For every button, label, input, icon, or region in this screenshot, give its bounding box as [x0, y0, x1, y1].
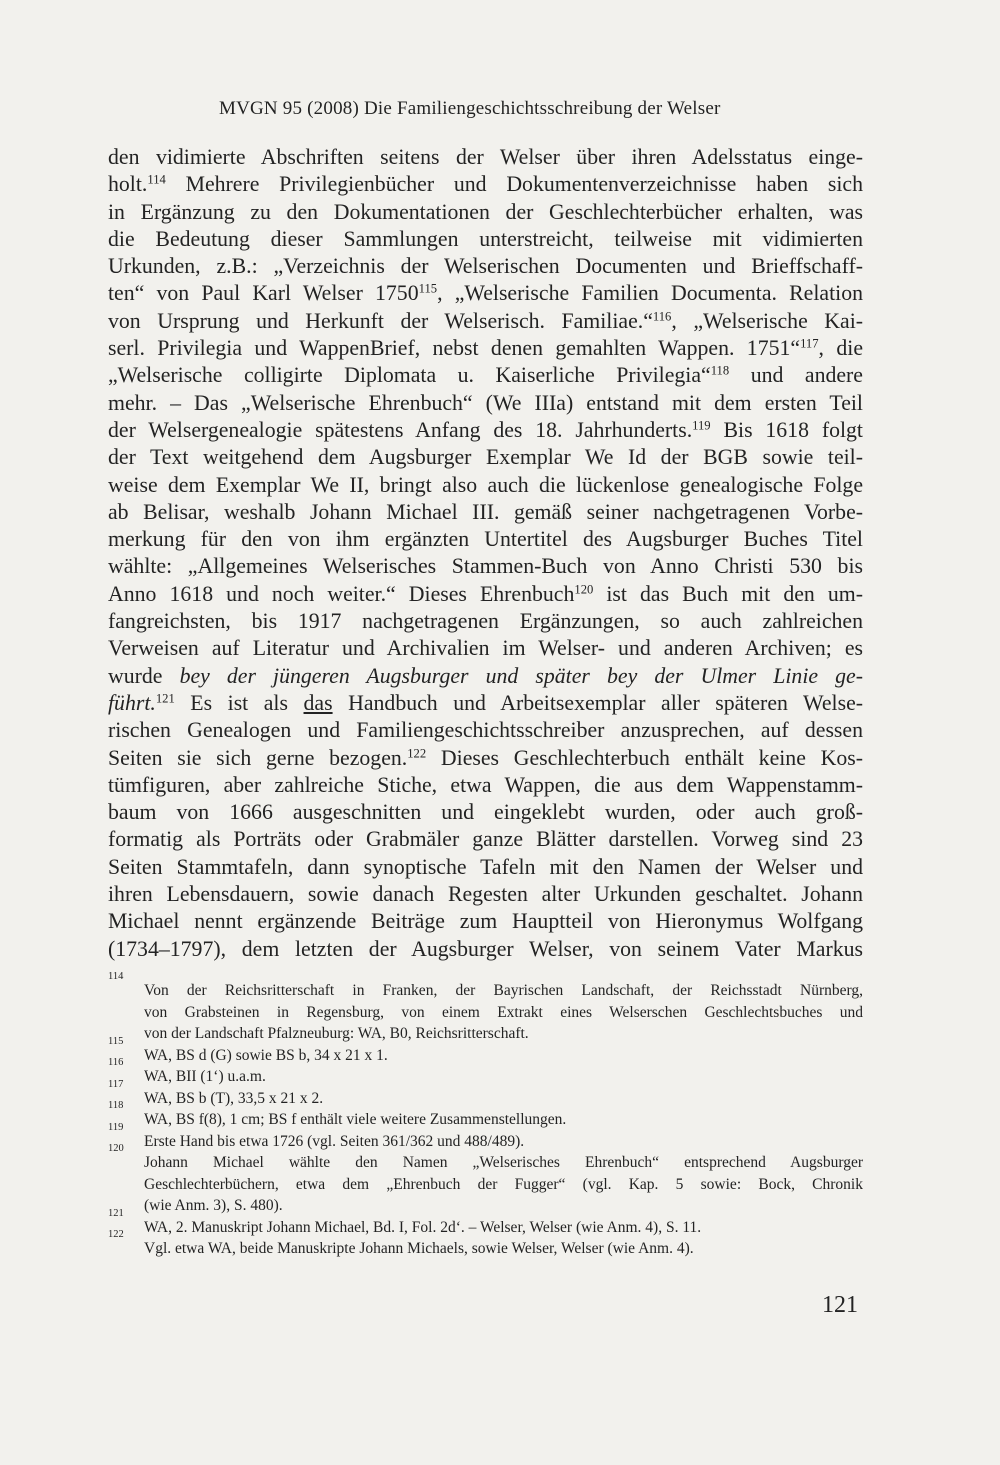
page-number: 121 [822, 1292, 858, 1318]
text-segment: in Ergänzung zu den Dokumentationen der Geschlechterbücher erhalten, was [108, 199, 863, 224]
text-segment: ihren Lebensdauern, sowie danach Regesten alter Urkunden geschaltet. Johann [108, 882, 863, 907]
text-segment: Es ist als [174, 690, 304, 715]
text-segment: ten“ von Paul Karl Welser 1750 [108, 281, 419, 306]
body-line [108, 581, 863, 608]
body-line [108, 553, 863, 580]
body-line [108, 171, 863, 198]
body-line [108, 417, 863, 444]
italic-text: bey der jüngeren Augsburger und später bey der Ulmer Linie ge- [179, 663, 863, 688]
italic-text: führt. [108, 690, 156, 715]
text-segment: Handbuch und Arbeitsexemplar aller späteren Welse- [332, 690, 863, 715]
text-segment: Urkunden, z.B.: „Verzeichnis der Welserischen Documenten und Brieffschaff- [108, 254, 863, 279]
footnote-text [144, 1238, 863, 1260]
footnote-text [144, 1152, 863, 1217]
body-line [108, 499, 863, 526]
body-line [108, 690, 863, 717]
text-segment: Seiten sie sich gerne bezogen. [108, 745, 408, 770]
text-segment: von Ursprung und Herkunft der Welserisch. Familiae.“ [108, 308, 653, 333]
text-segment: wählte: „Allgemeines Welserisches Stammen-Buch von Anno Christi 530 bis [108, 554, 863, 579]
body-line [108, 526, 863, 553]
text-segment: den vidimierte Abschriften seitens der Welser über ihren Adelsstatus einge- [108, 145, 863, 169]
footnote-text [144, 1066, 863, 1088]
text-segment: (1734–1797), dem letzten der Augsburger Welser, von seinem Vater Markus [108, 936, 863, 961]
footnote-reference: 120 [574, 582, 594, 597]
footnote-line: Von der Reichsritterschaft in Franken, der Bayrischen Landschaft, der Reichsstadt Nürnberg, [144, 982, 863, 999]
footnote: 118 WA, BS f(8), 1 cm; BS f enthält viele weitere Zusammenstellungen. [108, 1109, 863, 1131]
body-line [108, 199, 863, 226]
footnote-reference: 119 [692, 418, 711, 433]
footnote-line: WA, BII (1‘) u.a.m. [144, 1068, 266, 1085]
footnote-text [144, 980, 863, 1045]
footnote-line: von Grabsteinen in Regensburg, von einem Extrakt eines Welserschen Geschlechtsbuches und [144, 1003, 863, 1021]
body-line [108, 608, 863, 635]
body-line [108, 717, 863, 744]
footnote-text [144, 1217, 863, 1239]
body-line [108, 308, 863, 335]
footnote-reference: 121 [155, 691, 175, 706]
footnote: 122 Vgl. etwa WA, beide Manuskripte Johann Michaels, sowie Welser, Welser (wie Anm. 4). [108, 1238, 863, 1260]
text-segment: der Text weitgehend dem Augsburger Exemplar We Id der BGB sowie teil- [108, 445, 863, 470]
footnote-reference: 115 [418, 281, 438, 296]
text-segment: Dieses Geschlechterbuch enthält keine Kos- [426, 745, 863, 770]
body-line [108, 854, 863, 881]
body-line [108, 253, 863, 280]
footnote-text [144, 1088, 863, 1110]
footnote: 119 Erste Hand bis etwa 1726 (vgl. Seiten 361/362 und 488/489). [108, 1131, 863, 1153]
text-segment: serl. Privilegia und WappenBrief, nebst denen gemahlten Wappen. 1751“ [108, 336, 801, 361]
text-segment: Verweisen auf Literatur und Archivalien im Welser- und anderen Archiven; es [108, 636, 863, 661]
body-line [108, 799, 863, 826]
body-line [108, 881, 863, 908]
body-line [108, 444, 863, 471]
footnote-line: von der Landschaft Pfalzneuburg: WA, B0, Reichsritterschaft. [144, 1025, 529, 1042]
text-segment: , die [818, 336, 863, 361]
body-line [108, 335, 863, 362]
text-segment: Bis 1618 folgt [710, 417, 863, 442]
body-line [108, 472, 863, 499]
text-segment: wurde [108, 663, 180, 688]
footnote-line: (wie Anm. 3), S. 480). [144, 1197, 283, 1214]
footnote-line: WA, BS b (T), 33,5 x 21 x 2. [144, 1089, 324, 1107]
body-line [108, 362, 863, 389]
text-segment: ab Belisar, weshalb Johann Michael III. gemäß seiner nachgetragenen Vorbe- [108, 499, 863, 524]
footnote-text [144, 1045, 863, 1067]
footnote: 115 WA, BS d (G) sowie BS b, 34 x 21 x 1. [108, 1045, 863, 1067]
footnote-line: WA, BS d (G) sowie BS b, 34 x 21 x 1. [144, 1046, 388, 1064]
footnote: 121 WA, 2. Manuskript Johann Michael, Bd. I, Fol. 2d‘. – Welser, Welser (wie Anm. 4), S. 11. [108, 1217, 863, 1239]
footnote: 117 WA, BS b (T), 33,5 x 21 x 2. [108, 1088, 863, 1110]
text-segment: merkung für den von ihm ergänzten Untertitel des Augsburger Buches Titel [108, 527, 863, 552]
text-segment: der Welsergenealogie spätestens Anfang des 18. Jahrhunderts. [108, 417, 693, 442]
body-line [108, 280, 863, 307]
footnote-line: WA, BS f(8), 1 cm; BS f enthält viele weitere Zusammenstellungen. [144, 1111, 567, 1128]
text-segment: , „Welserische Kai- [671, 308, 863, 333]
text-segment: fangreichsten, bis 1917 nachgetragenen Ergänzungen, so auch zahlreichen [108, 609, 863, 634]
text-segment: Seiten Stammtafeln, dann synoptische Tafeln mit den Namen der Welser und [108, 854, 863, 879]
footnote-line: Geschlechterbüchern, etwa dem „Ehrenbuch der Fugger“ (vgl. Kap. 5 sowie: Bock, Chronik [144, 1175, 863, 1193]
footnote: 114 Von der Reichsritterschaft in Franken, der Bayrischen Landschaft, der Reichsstadt Nürnberg, von Grabsteinen in Regensburg, von einem Extrakt eines Welserschen Geschlechtsbuches und von der Landschaft Pfalzneuburg: WA, B0, Reichsritterschaft. [108, 980, 863, 1045]
body-line [108, 144, 863, 171]
footnote-line: Vgl. etwa WA, beide Manuskripte Johann Michaels, sowie Welser, Welser (wie Anm. 4). [144, 1240, 694, 1257]
text-segment: baum von 1666 ausgeschnitten und eingeklebt wurden, oder auch groß- [108, 800, 863, 825]
text-segment: die Bedeutung dieser Sammlungen unterstreicht, teilweise mit vidimierten [108, 226, 863, 251]
text-segment: ist das Buch mit den um- [593, 581, 863, 606]
text-segment: mehr. – Das „Welserische Ehrenbuch“ (We IIIa) entstand mit dem ersten Teil [108, 390, 863, 415]
body-line [108, 745, 863, 772]
text-segment: „Welserische colligirte Diplomata u. Kaiserliche Privilegia“ [108, 363, 711, 388]
running-header: MVGN 95 (2008) Die Familiengeschichtsschreibung der Welser [219, 98, 721, 119]
body-text [108, 144, 863, 963]
underlined-text: das [303, 690, 333, 715]
footnote-line: Johann Michael wählte den Namen „Welserisches Ehrenbuch“ entsprechend Augsburger [144, 1154, 863, 1171]
body-line [108, 908, 863, 935]
text-segment: rischen Genealogen und Familiengeschichtsschreiber anzusprechen, auf dessen [108, 718, 863, 743]
footnote-reference: 117 [800, 336, 819, 351]
body-line [108, 390, 863, 417]
text-segment: Mehrere Privilegienbücher und Dokumentenverzeichnisse haben sich [165, 172, 863, 197]
text-segment: Michael nennt ergänzende Beiträge zum Hauptteil von Hieronymus Wolfgang [108, 909, 863, 934]
body-line [108, 226, 863, 253]
text-segment: tümfiguren, aber zahlreiche Stiche, etwa Wappen, die aus dem Wappenstamm- [108, 772, 863, 797]
body-line [108, 936, 863, 963]
footnote: 120 Johann Michael wählte den Namen „Welserisches Ehrenbuch“ entsprechend Augsburger Geschlechterbüchern, etwa dem „Ehrenbuch der Fugger“ (vgl. Kap. 5 sowie: Bock, Chronik (wie Anm. 3), S. 480). [108, 1152, 863, 1217]
footnote-reference: 118 [710, 363, 730, 378]
footnote-reference: 114 [147, 172, 166, 187]
text-segment: , „Welserische Familien Documenta. Relation [437, 281, 863, 306]
text-segment: holt. [108, 172, 148, 197]
text-segment: weise dem Exemplar We II, bringt also auch die lückenlose genealogische Folge [108, 472, 863, 497]
body-line [108, 826, 863, 853]
footnote-text [144, 1109, 863, 1131]
text-segment: formatig als Porträts oder Grabmäler ganze Blätter darstellen. Vorweg sind 23 [108, 827, 863, 852]
footnote-reference: 122 [407, 745, 427, 760]
body-line [108, 663, 863, 690]
footnote-line: WA, 2. Manuskript Johann Michael, Bd. I, Fol. 2d‘. – Welser, Welser (wie Anm. 4), S. 11. [144, 1218, 702, 1236]
footnote-reference: 116 [652, 309, 672, 324]
body-line [108, 635, 863, 662]
text-segment: Anno 1618 und noch weiter.“ Dieses Ehrenbuch [108, 581, 575, 606]
footnote: 116 WA, BII (1‘) u.a.m. [108, 1066, 863, 1088]
footnote-text [144, 1131, 863, 1153]
footnote-line: Erste Hand bis etwa 1726 (vgl. Seiten 361/362 und 488/489). [144, 1132, 525, 1150]
footnotes [108, 971, 863, 1260]
text-segment: und andere [729, 363, 863, 388]
body-line [108, 772, 863, 799]
